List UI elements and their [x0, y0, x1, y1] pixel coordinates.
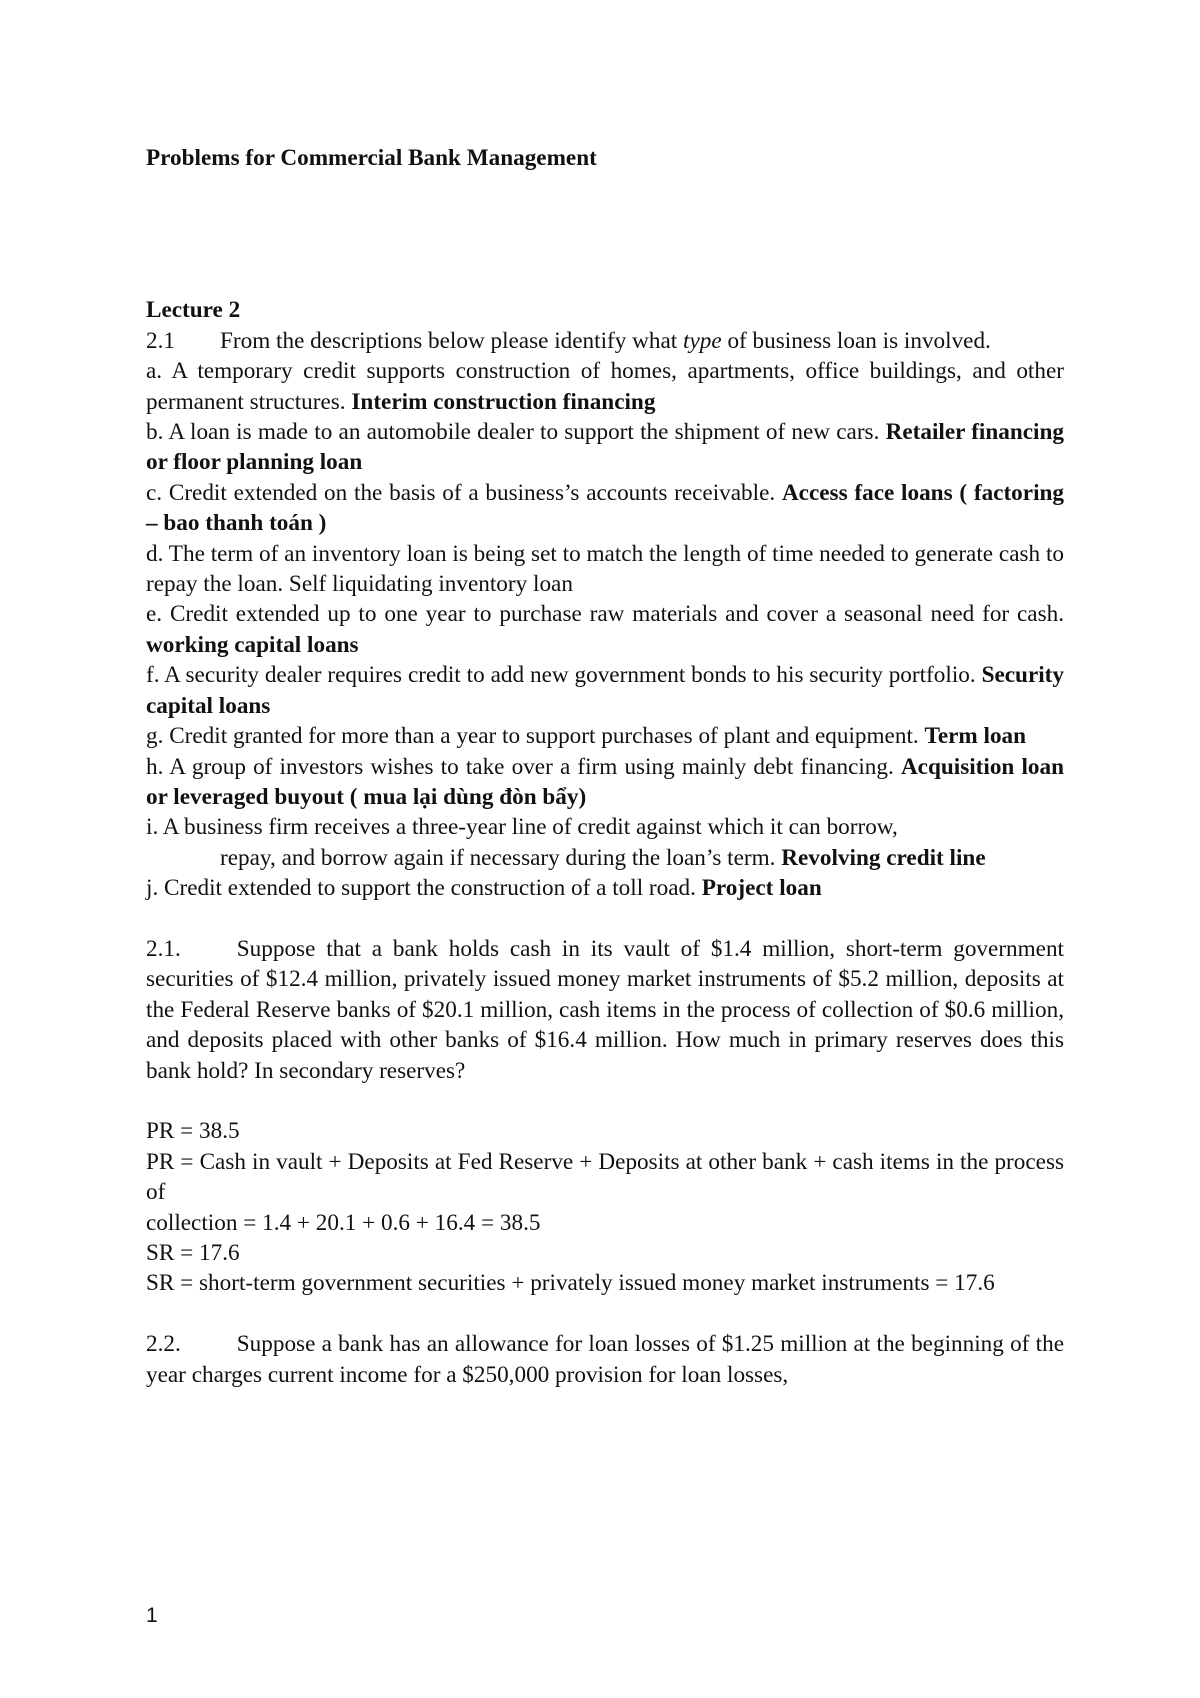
question-2-2 [146, 1329, 1064, 1390]
question-2-1 [146, 326, 1064, 356]
answer-line: PR = Cash in vault + Deposits at Fed Reserve + Deposits at other bank + cash items in the process of [146, 1148, 1064, 1206]
question-text: Suppose a bank has an allowance for loan losses of $1.25 million at the beginning of the year charges current income for a $250,000 provision for loan losses, [146, 1331, 1064, 1388]
answer-line: PR = 38.5 [146, 1118, 240, 1145]
document-title: Problems for Commercial Bank Management [146, 145, 597, 171]
answer: Revolving credit line [775, 844, 986, 871]
item-d: d. The term of an inventory loan is being set to match the length of time needed to generate cash to repay the loan. Self liquidating inventory loan [146, 540, 1064, 598]
answer: Access face loans ( factoring – bao thanh toán ) [146, 479, 1064, 537]
item-h: h. A group of investors wishes to take over a firm using mainly debt financing. Acquisition loan or leveraged buyout ( mua lại dùng đòn bẩy) [146, 753, 1064, 810]
answer: Acquisition loan or leveraged buyout ( mua lại dùng đòn bẩy) [146, 753, 1064, 810]
answer: Security capital loans [146, 662, 1064, 719]
item-g: g. Credit granted for more than a year to support purchases of plant and equipment. Term loan [146, 723, 1027, 750]
answer: Project loan [701, 875, 822, 902]
answer-line: collection = 1.4 + 20.1 + 0.6 + 16.4 = 38.5 [146, 1209, 541, 1236]
item-b: b. A loan is made to an automobile dealer to support the shipment of new cars. Retailer financing or floor planning loan [146, 419, 1064, 476]
question-text: Suppose that a bank holds cash in its vault of $1.4 million, short-term government securities of $12.4 million, privately issued money market instruments of $5.2 million, deposits at the Federal Reserve banks of $20.1 million, cash items in the process of collection of $0.6 million, and deposits placed with other banks of $16.4 million. How much in primary reserves does this bank hold? In secondary reserves? [146, 935, 1064, 1084]
item-a: a. A temporary credit supports construction of homes, apartments, office buildings, and other permanent structures. Interim construction financing [146, 358, 1064, 415]
question-number: 2.2. [146, 1331, 181, 1358]
question-2-1b [146, 934, 1064, 1086]
document-body [146, 143, 1064, 1390]
item-c: c. Credit extended on the basis of a business’s accounts receivable. Access face loans ( factoring – bao thanh toán ) [146, 479, 1064, 537]
item-f: f. A security dealer requires credit to add new government bonds to his security portfolio. Security capital loans [146, 662, 1064, 719]
answer-line: SR = short-term government securities + privately issued money market instruments = 17.6 [146, 1270, 995, 1297]
question-intro: From the descriptions below please identify what type of business loan is involved. [220, 327, 991, 354]
answer: Interim construction financing [351, 388, 656, 415]
answer: working capital loans [146, 631, 359, 658]
page-number: 1 [146, 1604, 158, 1627]
answer: Term loan [924, 723, 1027, 750]
item-i: i. A business firm receives a three-year line of credit against which it can borrow, repay, and borrow again if necessary during the loan’s term. Revolving credit line [146, 814, 986, 871]
answer: Retailer financing or floor planning loan [146, 419, 1064, 476]
answer-line: SR = 17.6 [146, 1239, 240, 1266]
item-j: j. Credit extended to support the construction of a toll road. Project loan [146, 875, 822, 902]
lecture-heading: Lecture 2 [146, 297, 241, 324]
item-e: e. Credit extended up to one year to purchase raw materials and cover a seasonal need for cash. working capital loans [146, 601, 1064, 658]
question-number: 2.1 [146, 327, 175, 354]
question-number: 2.1. [146, 935, 181, 962]
emphasis-type: type [683, 327, 722, 354]
